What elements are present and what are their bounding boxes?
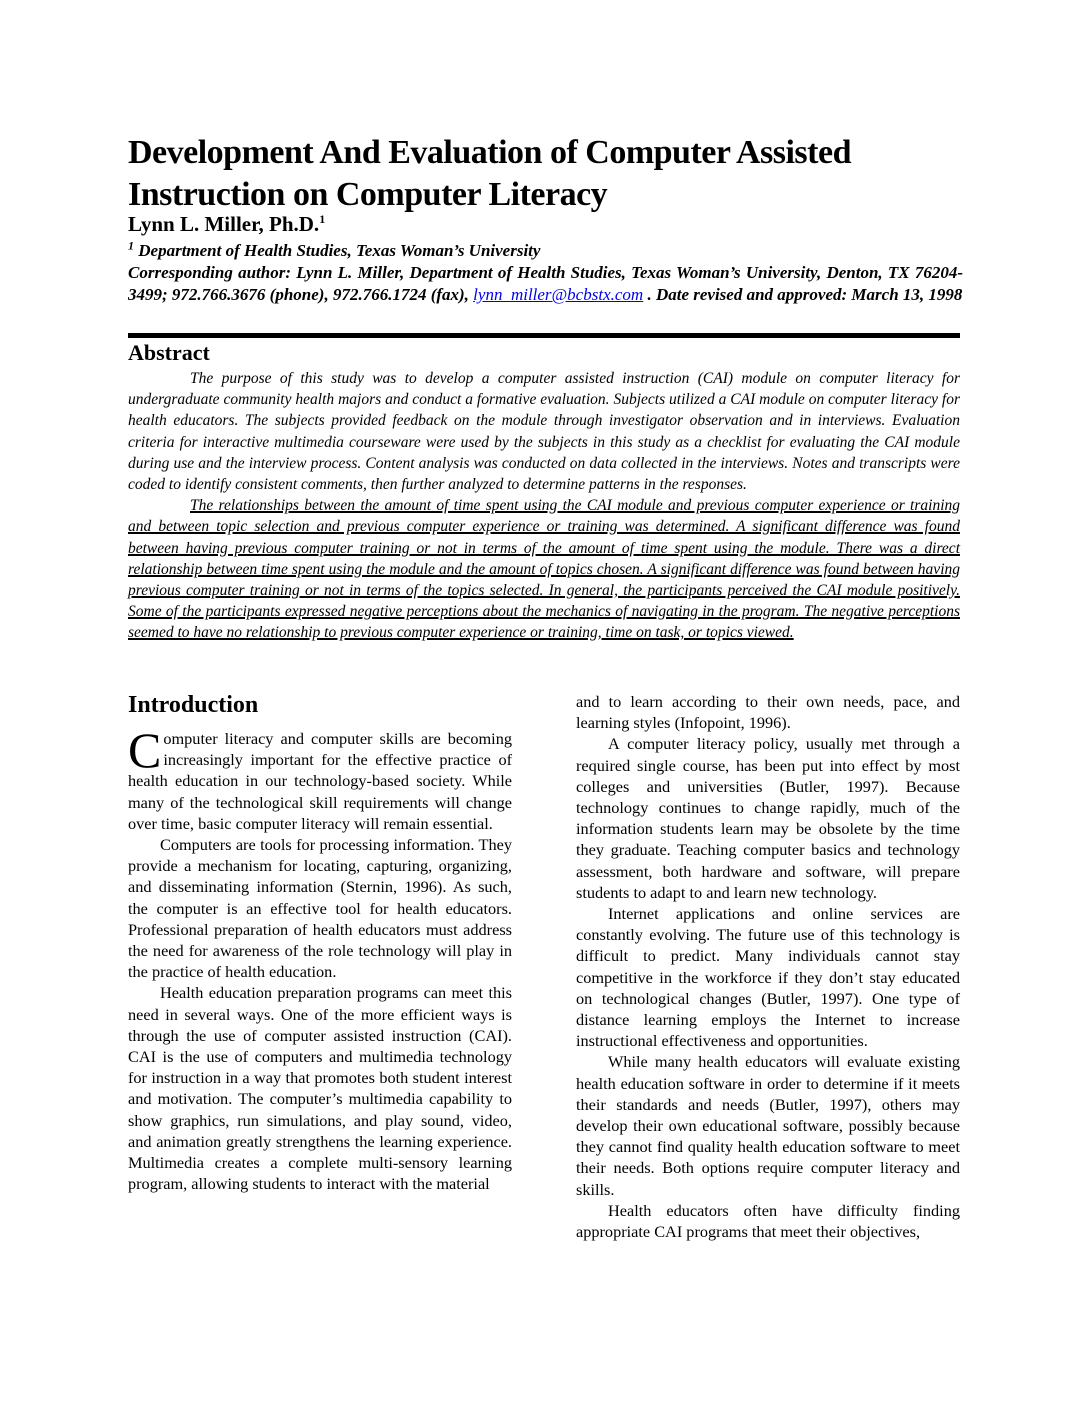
author-name: Lynn L. Miller, Ph.D. [128, 212, 320, 236]
body-paragraph: Internet applications and online services are constantly evolving. The future use of this technology is difficult to predict. Many individuals cannot stay competitive in the workforce if they don’t stay educated on technological changes (Butler, 1997). One type of distance learning employs the Internet to increase instructional effectiveness and opportunities. [576, 904, 960, 1051]
body-paragraph-text: omputer literacy and computer skills are becoming increasingly important for the effective practice of health education in our technology-based society. While many of the technological skill requirements will change over time, basic computer literacy will remain essential. [128, 729, 512, 833]
paper-title: Development And Evaluation of Computer Assisted Instruction on Computer Literacy [128, 134, 851, 213]
body-paragraph: While many health educators will evaluate existing health education software in order to determine if it meets their standards and needs (Butler, 1997), others may develop their own educational software, possibly because they cannot find quality health education software to meet their needs. Both options require computer literacy and skills. [576, 1052, 960, 1199]
body-paragraph: Computers are tools for processing information. They provide a mechanism for locating, capturing, organizing, and disseminating information (Sternin, 1996). As such, the computer is an effective tool for health educators. Professional preparation of health educators must address the need for awareness of the role technology will play in the practice of health education. [128, 835, 512, 982]
affiliation-block [128, 240, 963, 306]
abstract-paragraph: The relationships between the amount of time spent using the CAI module and previous computer experience or training and between topic selection and previous computer experience or training was determined. A significant difference was found between having previous computer training or not in terms of the amount of time spent using the module. There was a direct relationship between time spent using the module and the amount of topics chosen. A significant difference was found between having previous computer training or not in terms of the topics selected. In general, the participants perceived the CAI module positively. Some of the participants expressed negative perceptions about the mechanics of navigating in the program. The negative perceptions seemed to have no relationship to previous computer experience or training, time on task, or topics viewed. [128, 497, 960, 642]
drop-cap: C [128, 722, 162, 778]
abstract-paragraph: The purpose of this study was to develop a computer assisted instruction (CAI) module on computer literacy for undergraduate community health majors and conduct a formative evaluation. Subjects utilized a CAI module on computer literacy for health educators. The subjects provided feedback on the module through investigator observation and in interviews. Evaluation criteria for interactive multimedia courseware were used by the subjects in this study as a checklist for evaluating the CAI module during use and the interview process. Content analysis was conducted on data collected in the interviews. Notes and transcripts were coded to identify consistent comments, then further analyzed to determine patterns in the responses. [128, 370, 960, 494]
affiliation-text: Department of Health Studies, Texas Woman’s University [134, 241, 541, 260]
body-paragraph: Health educators often have difficulty finding appropriate CAI programs that meet their objectives, [576, 1200, 960, 1242]
right-column [576, 691, 960, 1242]
author-superscript: 1 [319, 212, 326, 226]
author-line [128, 211, 325, 237]
affiliation-superscript: 1 [128, 238, 134, 253]
header-divider [128, 333, 960, 338]
body-paragraph [128, 722, 512, 834]
corresponding-prefix: Corresponding author: Lynn L. Miller, Department of Health Studies, Texas Woman’s University, Denton, TX 76204-3499; 972.766.3676 (phone), 972.766.1724 (fax), [128, 263, 963, 304]
abstract-body [128, 368, 960, 644]
email-link[interactable]: lynn_miller@bcbstx.com [473, 285, 644, 304]
body-paragraph: and to learn according to their own needs, pace, and learning styles (Infopoint, 1996). [576, 692, 960, 733]
left-column [128, 722, 512, 1194]
abstract-heading: Abstract [128, 340, 210, 365]
body-paragraph: Health education preparation programs can meet this need in several ways. One of the more efficient ways is through the use of computer assisted instruction (CAI). CAI is the use of computers and multimedia technology for instruction in a way that promotes both student interest and motivation. The computer’s multimedia capability to show graphics, run simulations, and play sound, video, and animation greatly strengthens the learning experience. Multimedia creates a complete multi-sensory learning program, allowing students to interact with the material [128, 983, 512, 1194]
introduction-heading: Introduction [128, 692, 259, 718]
corresponding-suffix: . Date revised and approved: March 13, 1998 [643, 285, 963, 304]
body-paragraph: A computer literacy policy, usually met through a required single course, has been put into effect by most colleges and universities (Butler, 1997). Because technology continues to change rapidly, much of the information students learn may be obsolete by the time they graduate. Teaching computer basics and technology assessment, both hardware and software, will prepare students to adapt to and learn new technology. [576, 734, 960, 902]
corresponding-author [128, 262, 963, 306]
affiliation-line [128, 240, 963, 262]
